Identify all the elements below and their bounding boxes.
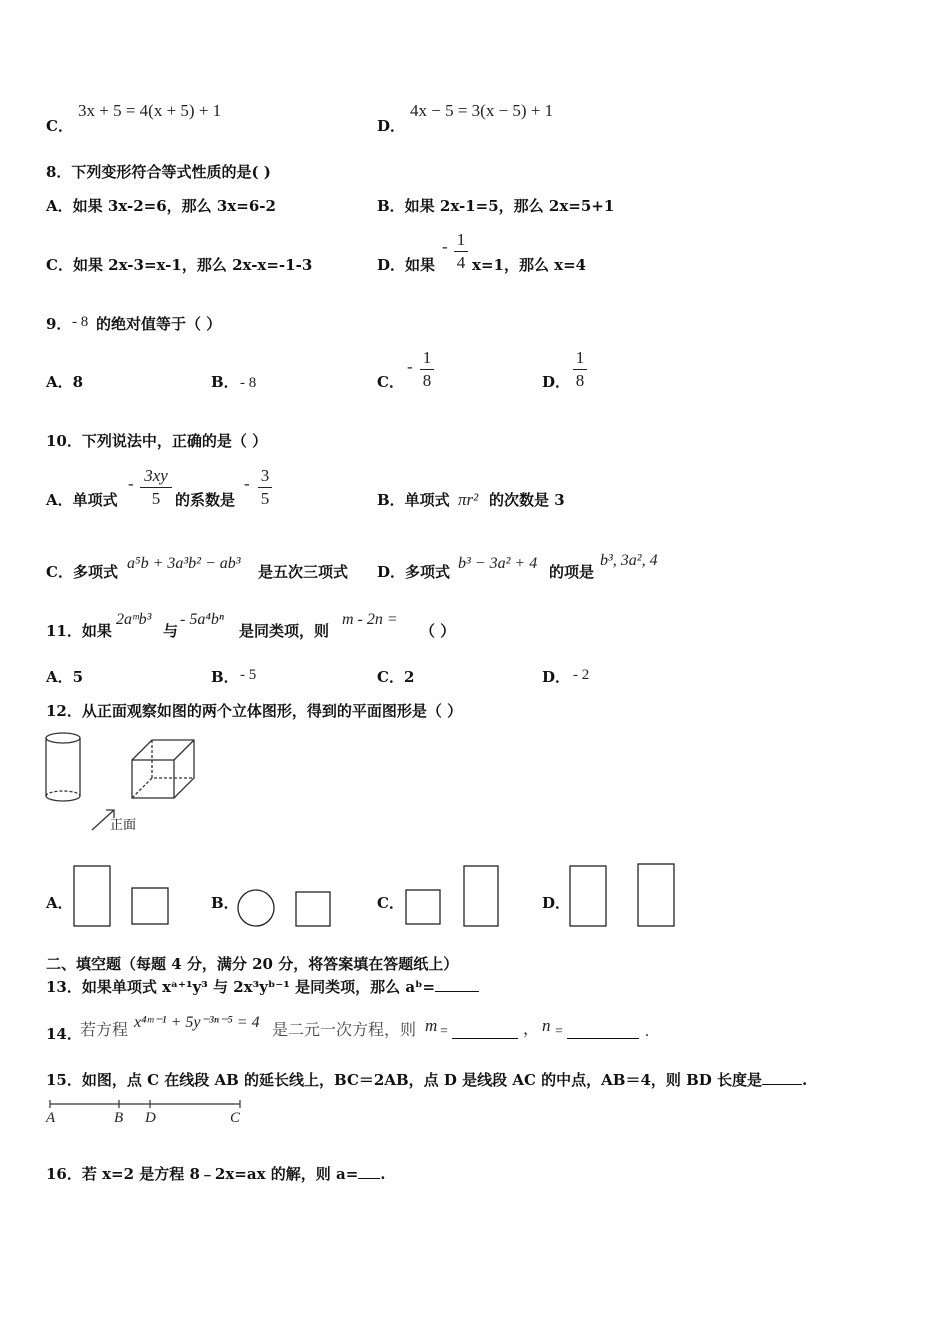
q14-expr: x⁴ᵐ⁻¹ + 5y⁻³ⁿ⁻⁵ = 4 [134,1014,260,1031]
cube-hidden-diagonal [132,778,152,798]
q10-option-c-suffix: 是五次三项式 [258,563,349,581]
q11-option-d-label: D． [542,668,571,686]
q8-d-denominator: 4 [456,253,466,272]
q11-expr2: - 5a⁴bⁿ [180,611,224,628]
q10-option-d-expr2: b³, 3a², 4 [600,552,658,569]
q10-option-d-mid: 的项是 [549,563,595,581]
q14-suffix: 是二元一次方程，则 [272,1022,417,1039]
cube-front-face [132,760,174,798]
q11-expr1: 2aᵐb³ [116,611,152,628]
q8-d-numerator: 1 [456,230,466,249]
q15-point-b: B [114,1110,124,1126]
q11-option-d-expr: - 2 [573,667,590,683]
q12-option-c-figure [404,864,504,930]
q14-n-blank[interactable] [567,1038,639,1039]
q9-option-c-label: C． [377,373,404,391]
q10-a-denominator2: 5 [260,489,270,508]
q14-number: 14． [46,1025,82,1043]
q14-eq1: = [440,1024,448,1039]
q9-c-numerator: 1 [422,348,432,367]
q11-option-b-expr: - 5 [240,667,257,683]
q8-option-d-suffix: x=1，那么 x=4 [472,256,587,274]
q15-blank[interactable] [762,1084,802,1085]
square [132,888,168,924]
q9-d-denominator: 8 [575,371,585,390]
q9-d-numerator: 1 [575,348,585,367]
q14-prefix: 若方程 [80,1022,129,1039]
q8-option-d-prefix: D．如果 [377,256,436,274]
q8-stem: 8．下列变形符合等式性质的是( ) [46,163,271,181]
q11-paren: （ ） [420,622,456,640]
q11-option-b-label: B． [211,668,239,686]
q9-expr: - 8 [72,314,89,330]
q10-a-numerator: 3xy [144,466,168,485]
square [406,890,440,924]
q10-option-a-minus2: - [244,474,250,493]
q7-option-c-expr: 3x + 5 = 4(x + 5) + 1 [78,101,222,120]
q14-comma: ， [523,1021,540,1038]
q15-text [46,1071,807,1089]
q10-option-c-prefix: C．多项式 [46,563,118,581]
q11-mid2: 是同类项，则 [239,622,330,640]
square [296,892,330,926]
q12-option-d-figure [568,862,678,930]
q9-option-c-fraction [420,348,434,391]
q9-option-b-expr: - 8 [240,375,257,391]
q9-c-denominator: 8 [422,371,432,390]
q10-option-a-mid: 的系数是 [175,491,236,509]
q10-option-b-prefix: B．单项式 [377,491,450,509]
q14-m-blank[interactable] [452,1038,518,1039]
q8-option-a: A．如果 3x-2=6，那么 3x=6-2 [46,197,276,215]
q15-end: . [802,1071,808,1089]
q13-question: 13．如果单项式 xᵃ⁺¹y³ 与 2x³yᵇ⁻¹ 是同类项，那么 aᵇ= [46,978,436,996]
q12-option-a-label: A． [46,894,73,912]
q10-option-a-minus: - [128,474,134,493]
q8-option-c: C．如果 2x-3=x-1，那么 2x-x=-1-3 [46,256,313,274]
q8-option-d-minus: - [442,237,448,256]
fraction-bar [258,487,272,488]
q10-a-denominator: 5 [151,489,161,508]
q12-option-b-label: B． [211,894,239,912]
q14-eq2: = [555,1024,563,1039]
q10-stem: 10．下列说法中，正确的是（ ） [46,432,268,450]
q14-m: m [425,1016,438,1035]
fraction-bar [573,369,587,370]
q10-a-numerator2: 3 [260,466,270,485]
q12-option-c-label: C． [377,894,404,912]
q10-option-b-suffix: 的次数是 3 [489,491,565,509]
q16-end: . [380,1165,386,1183]
q10-option-b-expr: πr² [458,490,479,509]
q10-option-d-expr: b³ − 3a² + 4 [458,555,538,572]
q15-question: 15．如图，点 C 在线段 AB 的延长线上，BC＝2AB，点 D 是线段 AC 的中点，AB＝4，则 BD 长度是 [46,1071,763,1089]
cylinder-top [46,733,80,743]
q12-option-d-label: D． [542,894,571,912]
q11-option-c: C．2 [377,668,415,686]
q12-option-b-figure [236,886,336,930]
cube-top-edge [174,740,194,760]
q10-option-a-prefix: A．单项式 [46,491,118,509]
cylinder-bottom-hidden [46,791,80,796]
fraction-bar [140,487,172,488]
q9-number: 9． [46,315,72,333]
q16-question: 16．若 x=2 是方程 8﹣2x=ax 的解，则 a= [46,1165,359,1183]
q9-option-b-label: B． [211,373,239,391]
q15-point-a: A [46,1110,56,1126]
q16-text [46,1165,386,1183]
q8-option-b: B．如果 2x-1=5，那么 2x=5+1 [377,197,615,215]
q10-option-a-fraction2 [258,466,272,509]
q9-option-d-fraction [573,348,587,391]
q13-text [46,978,479,996]
q13-blank[interactable] [435,991,479,992]
tall-rectangle [464,866,498,926]
q12-option-a-figure [72,864,172,930]
q14-end: . [645,1023,649,1040]
q11-option-a: A．5 [46,668,84,686]
circle [238,890,274,926]
q10-option-d-prefix: D．多项式 [377,563,451,581]
q11-expr3: m - 2n = [342,611,398,628]
q8-option-d-fraction [454,230,468,273]
tall-rectangle [74,866,110,926]
q12-stem: 12．从正面观察如图的两个立体图形，得到的平面图形是（ ） [46,702,463,720]
q9-stem: 的绝对值等于（ ） [96,315,222,333]
q9-option-d-label: D． [542,373,571,391]
q12-front-label: 正面 [110,818,137,833]
cylinder-bottom [46,796,80,801]
fraction-bar [454,251,468,252]
q9-option-a: A．8 [46,373,84,391]
tall-rectangle [638,864,674,926]
q7-option-d-expr: 4x − 5 = 3(x − 5) + 1 [410,101,554,120]
fraction-bar [420,369,434,370]
q14-n: n [542,1016,551,1035]
section-title: 二、填空题（每题 4 分，满分 20 分，将答案填在答题纸上） [46,955,459,973]
q16-blank[interactable] [358,1178,380,1179]
q15-point-d: D [145,1110,156,1126]
q15-point-c: C [230,1110,241,1126]
tall-rectangle [570,866,606,926]
q10-option-c-expr: a⁵b + 3a³b² − ab³ [127,555,241,572]
q9-option-c-minus: - [407,357,413,376]
q7-option-d-label: D． [377,117,406,135]
q7-option-c-label: C． [46,117,73,135]
q11-prefix: 11．如果 [46,622,112,640]
q10-option-a-fraction [140,466,172,509]
q11-mid: 与 [163,622,179,640]
